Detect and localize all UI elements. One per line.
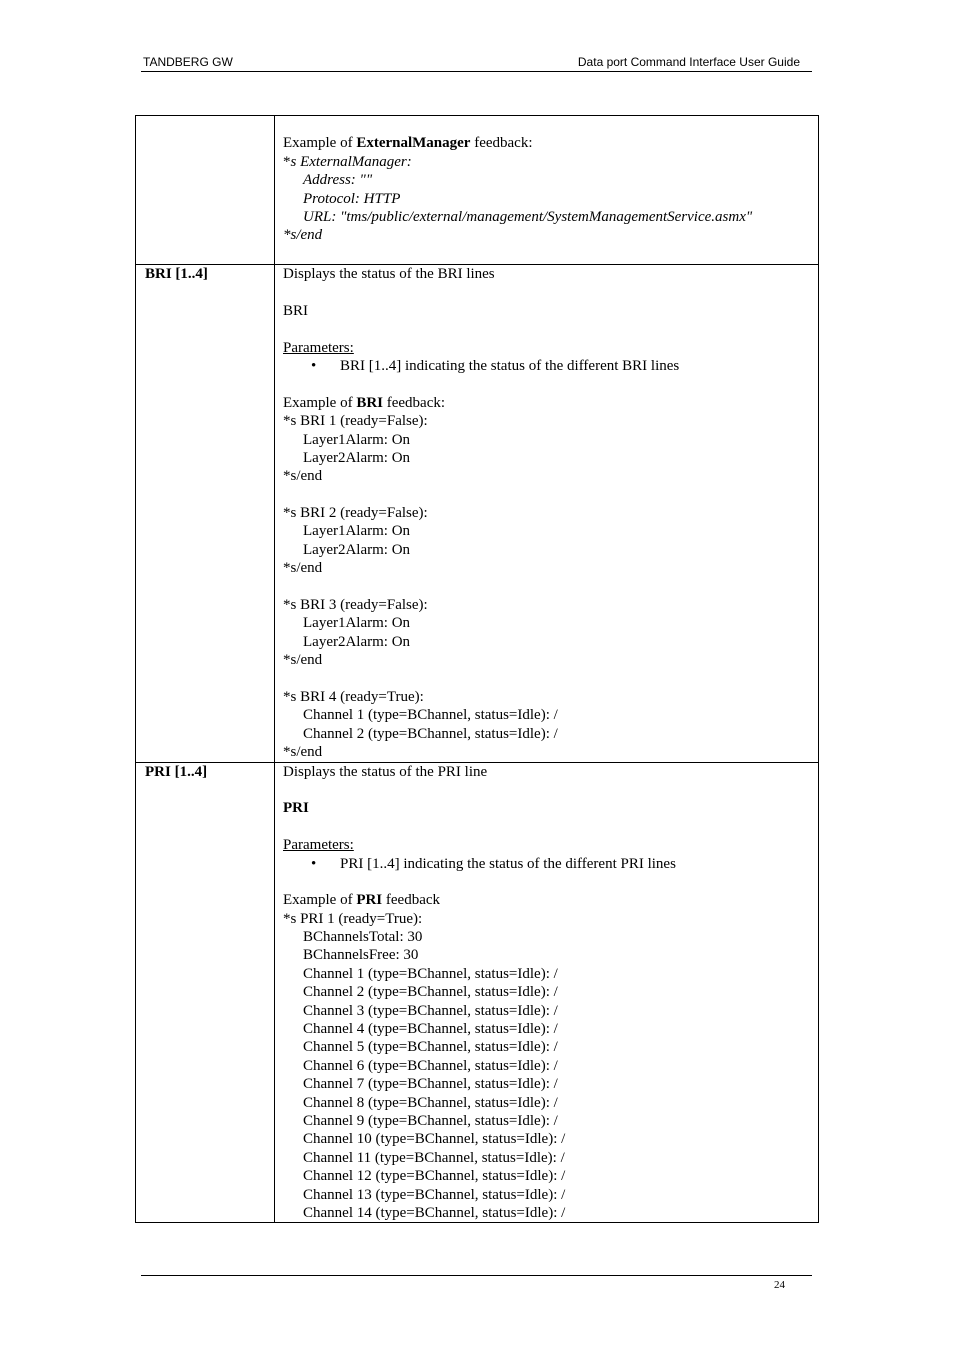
code-line: Channel 14 (type=BChannel, status=Idle): / bbox=[303, 1204, 566, 1221]
example-heading: Example of PRI feedback bbox=[283, 892, 441, 909]
code-line: Channel 1 (type=BChannel, status=Idle): / bbox=[303, 707, 558, 724]
code-line: *s BRI 4 (ready=True): bbox=[283, 688, 424, 705]
command-name: BRI bbox=[283, 302, 309, 319]
command-label: PRI [1..4] bbox=[145, 763, 208, 780]
description-cell bbox=[275, 762, 819, 1223]
code-line: BChannelsFree: 30 bbox=[303, 947, 419, 964]
label-cell bbox=[136, 116, 275, 265]
code-line: Channel 5 (type=BChannel, status=Idle): / bbox=[303, 1039, 558, 1056]
code-line: *s/end bbox=[283, 560, 323, 577]
parameters-heading: Parameters: bbox=[283, 339, 354, 356]
code-line: URL: "tms/public/external/management/SystemManagementService.asmx" bbox=[303, 208, 753, 225]
code-line: Layer2Alarm: On bbox=[303, 449, 411, 466]
code-line: *s/end bbox=[283, 652, 323, 669]
table-row-bri bbox=[136, 265, 819, 763]
code-line: *s/end bbox=[283, 468, 323, 485]
code-line: Channel 2 (type=BChannel, status=Idle): / bbox=[303, 984, 558, 1001]
code-line: Channel 3 (type=BChannel, status=Idle): / bbox=[303, 1002, 558, 1019]
code-line: Channel 8 (type=BChannel, status=Idle): / bbox=[303, 1094, 558, 1111]
code-line: Layer1Alarm: On bbox=[303, 431, 411, 448]
code-line: *s ExternalManager: bbox=[283, 153, 412, 170]
parameter-bullet: • BRI [1..4] indicating the status of the different BRI lines bbox=[311, 357, 680, 374]
table-row-pri bbox=[136, 762, 819, 1223]
code-line: Channel 13 (type=BChannel, status=Idle): / bbox=[303, 1186, 566, 1203]
parameter-bullet: • PRI [1..4] indicating the status of the different PRI lines bbox=[311, 855, 676, 872]
page-number: 24 bbox=[774, 1279, 785, 1291]
bullet-icon: • bbox=[311, 357, 317, 374]
example-heading: Example of ExternalManager feedback: bbox=[283, 135, 533, 152]
description-cell bbox=[275, 116, 819, 265]
code-line: Channel 12 (type=BChannel, status=Idle): / bbox=[303, 1168, 566, 1185]
footer-rule bbox=[141, 1275, 812, 1276]
command-label: BRI [1..4] bbox=[145, 266, 208, 282]
header-rule bbox=[141, 71, 812, 72]
label-cell bbox=[136, 762, 275, 1223]
code-line: *s PRI 1 (ready=True): bbox=[283, 910, 423, 927]
header-right: Data port Command Interface User Guide bbox=[577, 55, 800, 69]
code-line: Layer2Alarm: On bbox=[303, 633, 411, 650]
code-line: BChannelsTotal: 30 bbox=[303, 929, 423, 946]
code-line: *s BRI 3 (ready=False): bbox=[283, 597, 428, 614]
code-line: Channel 7 (type=BChannel, status=Idle): / bbox=[303, 1076, 558, 1093]
code-line: Address: "" bbox=[303, 172, 373, 189]
header-left: TANDBERG GW bbox=[143, 55, 233, 69]
description-text: Displays the status of the PRI line bbox=[283, 763, 488, 780]
code-line: Layer2Alarm: On bbox=[303, 541, 411, 558]
bullet-icon: • bbox=[311, 855, 317, 872]
parameters-heading: Parameters: bbox=[283, 837, 354, 854]
code-line: Channel 11 (type=BChannel, status=Idle): / bbox=[303, 1149, 565, 1166]
description-text: Displays the status of the BRI lines bbox=[283, 266, 495, 282]
code-line: *s/end bbox=[283, 744, 323, 761]
command-table bbox=[135, 115, 819, 1223]
code-line: Layer1Alarm: On bbox=[303, 615, 411, 632]
label-cell bbox=[136, 265, 275, 763]
code-line: Channel 9 (type=BChannel, status=Idle): / bbox=[303, 1112, 558, 1129]
code-line: Channel 4 (type=BChannel, status=Idle): / bbox=[303, 1021, 558, 1038]
table-row-external-manager bbox=[136, 116, 819, 265]
code-line: *s BRI 1 (ready=False): bbox=[283, 413, 428, 430]
code-line: *s/end bbox=[283, 227, 323, 244]
example-heading: Example of BRI feedback: bbox=[283, 394, 446, 411]
code-line: Channel 1 (type=BChannel, status=Idle): / bbox=[303, 965, 558, 982]
code-line: Layer1Alarm: On bbox=[303, 523, 411, 540]
code-line: Channel 6 (type=BChannel, status=Idle): / bbox=[303, 1057, 558, 1074]
description-cell bbox=[275, 265, 819, 763]
code-line: Protocol: HTTP bbox=[303, 190, 401, 207]
code-line: Channel 2 (type=BChannel, status=Idle): / bbox=[303, 725, 558, 742]
code-line: Channel 10 (type=BChannel, status=Idle): / bbox=[303, 1131, 566, 1148]
code-line: *s BRI 2 (ready=False): bbox=[283, 505, 428, 522]
command-name: PRI bbox=[283, 800, 309, 817]
